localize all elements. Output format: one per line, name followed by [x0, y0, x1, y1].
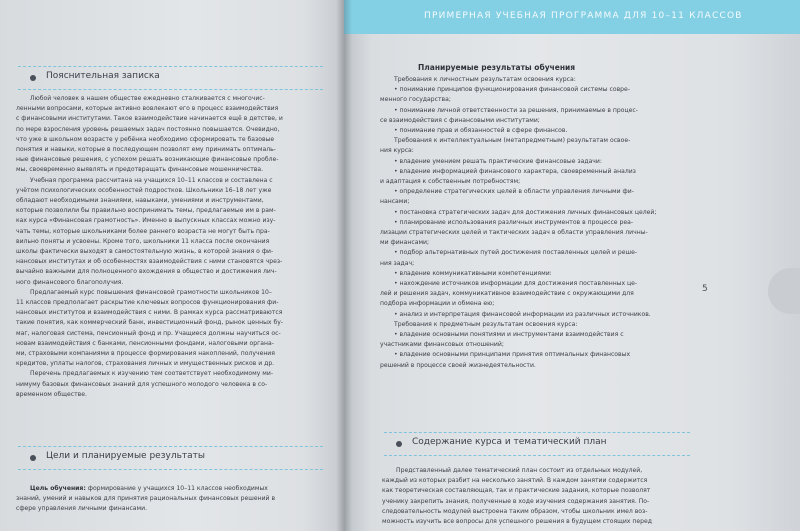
text-line: вычайно важными для полноценного вхождения в общество и достижения лич-	[16, 268, 277, 276]
text-line: Перечень предлагаемых к изучению тем соответствует необходимому ми-	[30, 370, 274, 378]
text-line: • определение стратегических целей в области управления личными фи-	[394, 188, 634, 196]
text-line: лизации стратегических целей и тактических задач в области управления личны-	[380, 229, 648, 237]
text-line: ках курса «Финансовая грамотность». Именно в выпускных классах можно изу-	[16, 217, 276, 225]
text-line: лей и решения задач, коммуникативное взаимодействие с окружающими для	[380, 290, 634, 298]
text-line: • владение основными принципами принятия оптимальных финансовых	[394, 351, 631, 359]
text-line: Требования к личностным результатам освоения курса:	[394, 76, 576, 83]
text-line: • понимание личной ответственности за решения, принимаемые в процес-	[394, 106, 638, 114]
text-line: Предлагаемый курс повышения финансовой грамотности школьников 10–	[30, 288, 272, 296]
text-line: обладают необходимыми знаниями, навыками, умениями и инструментами,	[16, 197, 264, 205]
text-line: понятия и навыки, которые в последующем позволят ему принимать оптималь-	[16, 146, 276, 154]
text-line: можность изучить все вопросы для успешного решения в будущем стоящих перед	[382, 518, 652, 526]
bullet-icon	[30, 455, 36, 461]
text-line: следовательность модулей выстроена таким образом, чтобы школьник имел воз-	[382, 507, 648, 515]
text-line: такие понятия, как коммерческий банк, инвестиционный фонд, рынок ценных бу-	[16, 319, 284, 327]
results-heading: Планируемые результаты обучения	[418, 63, 576, 72]
goal-line	[16, 484, 326, 494]
page-tab	[768, 268, 800, 314]
bullet-icon	[396, 441, 402, 447]
text-line: ученику закрепить знания, полученные в ходе изучения содержания занятия. По-	[382, 497, 650, 505]
text-line: которые позволили бы правильно воспринимать темы, предлагаемые им в рам-	[16, 207, 276, 215]
text-line: • понимание прав и обязанностей в сфере финансов.	[394, 127, 568, 135]
text-line: Представленный далее тематический план состоит из отдельных модулей,	[396, 467, 643, 474]
text-line: учётом психологических особенностей подростков. Школьники 16–18 лет уже	[16, 186, 272, 194]
text-line: нансовых институтах и об особенностях взаимодействия с ними становятся чрез-	[16, 258, 283, 266]
text-line: с финансовыми институтами. Такое взаимодействие начинается ещё в детстве, и	[16, 115, 283, 123]
text-line: Учебная программа рассчитана на учащихся 10–11 классов и составлена с	[30, 176, 273, 184]
text-line: мы, своевременно выявлять и предотвращать финансовые мошенничества.	[16, 166, 264, 174]
text-line: ми, страховыми компаниями в процессе формирования накоплений, получения	[16, 350, 275, 358]
goal-text-first: формирование у учащихся 10–11 классов необходимых	[85, 485, 268, 492]
text-line: нимуму базовых финансовых знаний для успешного молодого человека в со-	[16, 380, 268, 388]
text-line: • подбор альтернативных путей достижения поставленных целей и реше-	[394, 249, 638, 257]
text-line: школы фактически выходят в самостоятельную жизнь, в которой знания о фи-	[16, 248, 274, 256]
section-heading-course-content	[384, 432, 690, 456]
goal-text	[16, 484, 326, 515]
text-line: нансовых институтов и взаимодействия с ними. В рамках курса рассматриваются	[16, 309, 283, 317]
text-line: сфере управления личными финансами.	[16, 505, 148, 513]
text-line: участниками финансовых отношений;	[380, 341, 504, 349]
section-title: Пояснительная записка	[46, 71, 160, 81]
text-line: маг, налоговая система, пенсионный фонд и пр. Учащиеся должны научиться ос-	[16, 329, 281, 337]
text-line: • владение коммуникативными компетенциями:	[394, 269, 552, 277]
text-line: • анализ и интерпретация финансовой информации из различных источников.	[394, 310, 651, 318]
text-line: се взаимодействия с финансовыми институтами;	[380, 116, 540, 124]
text-line: Требования к интеллектуальным (метапредметным) результатам освое-	[394, 137, 631, 145]
section-title: Содержание курса и тематический план	[412, 437, 607, 447]
text-line: • владение умением решать практические финансовые задачи:	[394, 157, 602, 165]
section-heading-goals	[18, 446, 323, 470]
text-line: Требования к предметным результатам освоения курса:	[394, 320, 578, 328]
running-header-title: ПРИМЕРНАЯ УЧЕБНАЯ ПРОГРАММА ДЛЯ 10–11 КЛАССОВ	[424, 11, 743, 21]
text-line: каждый из которых разбит на несколько занятий. В каждом занятии содержится	[382, 477, 648, 485]
text-line: чать темы, которые школьниками более раннего возраста не могут быть пра-	[16, 227, 270, 235]
page-number: 5	[702, 284, 708, 294]
text-line: новам взаимодействия с банками, пенсионными фондами, налоговыми органа-	[16, 339, 274, 347]
text-line: менного государства;	[380, 96, 451, 104]
section-heading-explanatory-note	[18, 66, 323, 90]
text-line: вильно поняты и усвоены. Кроме того, школьники 11 класса после окончания	[16, 237, 270, 245]
text-line: 11 классов предполагает раскрытие ключевых вопросов функционирования фи-	[16, 299, 279, 307]
text-line: ленными вопросами, которые активно вовлекают его в процесс взаимодействия	[16, 105, 279, 113]
text-line: решений в процессе своей жизнедеятельности.	[380, 361, 536, 369]
text-line: ного финансового благополучия.	[16, 278, 124, 286]
text-line: ми финансами;	[380, 239, 430, 247]
text-line: • нахождение источников информации для достижения поставленных це-	[394, 280, 638, 288]
text-line: временном обществе.	[16, 390, 87, 398]
right-page	[344, 0, 800, 531]
text-line: ния курса:	[380, 147, 414, 155]
text-line: знаний, умений и навыков для принятия рациональных финансовых решений в	[16, 495, 276, 503]
bullet-icon	[30, 75, 36, 81]
goal-label: Цель обучения:	[30, 485, 86, 492]
text-line: подбора информации и обмена ею;	[380, 300, 495, 308]
text-line: • планирование использования различных инструментов в процессе реа-	[394, 218, 634, 226]
text-line: что уже в школьном возрасте у ребёнка необходимо сформировать те базовые	[16, 135, 275, 143]
text-line: кредитов, уплаты налогов, страхования личных и имущественных рисков и др.	[16, 360, 275, 368]
text-line: по мере взросления уровень решаемых задач постоянно повышается. Очевидно,	[16, 125, 280, 133]
text-line: • понимание принципов функционирования финансовой системы совре-	[394, 86, 630, 94]
text-line: как теоретическая составляющая, так и практические задания, которые позволят	[382, 487, 651, 495]
text-line: и адаптация к собственным потребностям;	[380, 178, 521, 186]
text-line: Любой человек в нашем обществе ежедневно сталкивается с многочис-	[30, 95, 265, 102]
course-content-text	[382, 466, 687, 527]
text-line: ные финансовые решения, с успехом решать возникающие финансовые пробле-	[16, 156, 279, 164]
text-line: • владение основными понятиями и инструментами взаимодействия с	[394, 331, 624, 339]
running-header	[344, 0, 800, 34]
section-title: Цели и планируемые результаты	[46, 451, 205, 461]
text-line: • постановка стратегических задач для достижения личных финансовых целей;	[394, 208, 657, 216]
results-text	[380, 75, 685, 371]
text-line: • владение информацией финансового характера, своевременный анализ	[394, 167, 636, 175]
explanatory-note-text	[16, 94, 326, 400]
text-line: нансами;	[380, 198, 410, 206]
left-page	[0, 0, 344, 531]
text-line: ния задач;	[380, 259, 415, 267]
